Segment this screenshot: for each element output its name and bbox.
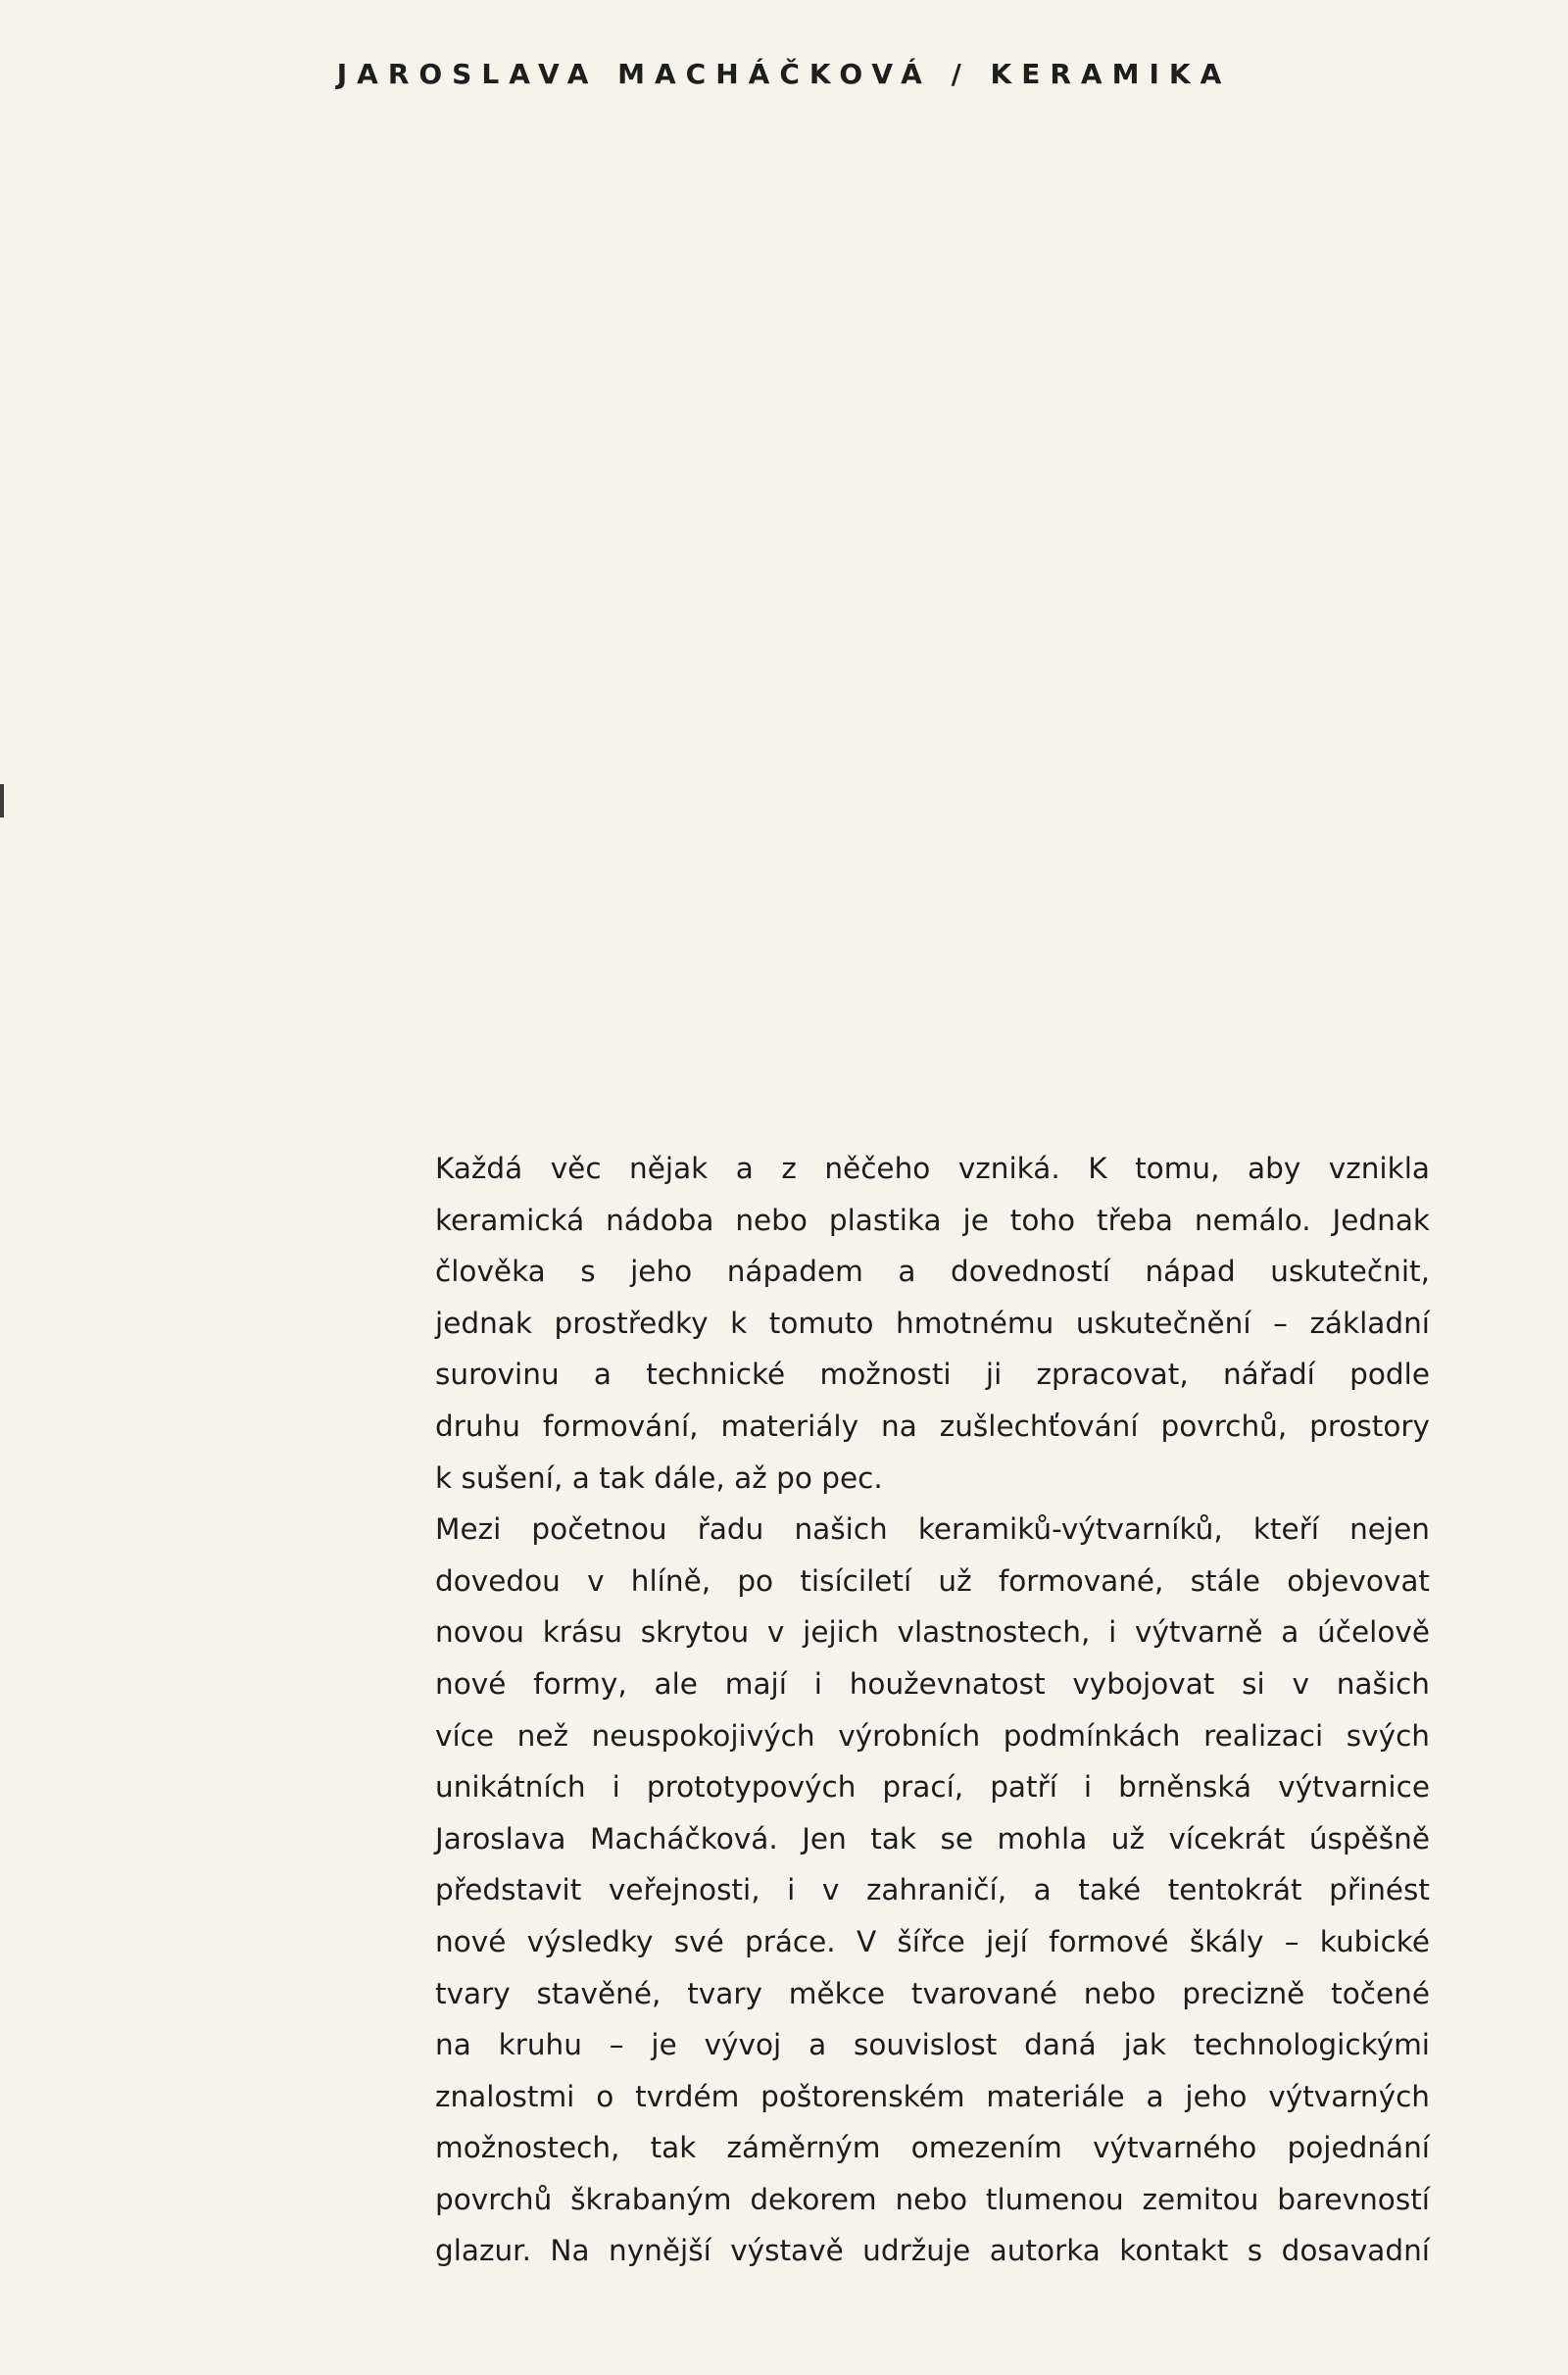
- text-line: surovinu a technické možnosti ji zpracovat, nářadí podle: [435, 1358, 1430, 1392]
- text-line: nové výsledky své práce. V šířce její formové škály – kubické: [435, 1924, 1430, 1958]
- text-line: člověka s jeho nápadem a dovedností nápad uskutečnit,: [435, 1255, 1430, 1289]
- text-line: na kruhu – je vývoj a souvislost daná jak technologickými: [435, 2028, 1430, 2062]
- text-line: Každá věc nějak a z něčeho vzniká. K tomu, aby vznikla: [435, 1152, 1430, 1185]
- text-line: novou krásu skrytou v jejich vlastnostech, i výtvarně a účelově: [435, 1615, 1430, 1650]
- text-line: Jaroslava Macháčková. Jen tak se mohla už vícekrát úspěšně: [435, 1821, 1430, 1855]
- text-line: jednak prostředky k tomuto hmotnému uskutečnění – základní: [435, 1306, 1430, 1340]
- text-line: dovedou v hlíně, po tisíciletí už formované, stále objevovat: [435, 1563, 1430, 1598]
- text-line: glazur. Na nynější výstavě udržuje autorka kontakt s dosavadní: [435, 2234, 1430, 2268]
- text-line: unikátních i prototypových prací, patří i brněnská výtvarnice: [435, 1770, 1430, 1805]
- text-line: druhu formování, materiály na zušlechťování povrchů, prostory: [435, 1409, 1430, 1443]
- text-line: Mezi početnou řadu našich keramiků-výtvarníků, kteří nejen: [435, 1512, 1430, 1547]
- text-line: keramická nádoba nebo plastika je toho třeba nemálo. Jednak: [435, 1203, 1430, 1237]
- text-line: povrchů škrabaným dekorem nebo tlumenou zemitou barevností: [435, 2182, 1430, 2216]
- body-text: [435, 1143, 1430, 2277]
- text-line: znalostmi o tvrdém poštorenském materiále a jeho výtvarných: [435, 2079, 1430, 2113]
- text-line: k sušení, a tak dále, až po pec.: [435, 1460, 883, 1495]
- text-line: nové formy, ale mají i houževnatost vybojovat si v našich: [435, 1666, 1430, 1701]
- page-title: JAROSLAVA MACHÁČKOVÁ / KERAMIKA: [336, 58, 1232, 90]
- page-edge-mark: [0, 784, 4, 817]
- text-line: tvary stavěné, tvary měkce tvarované nebo precizně točené: [435, 1976, 1430, 2010]
- text-line: více než neuspokojivých výrobních podmínkách realizaci svých: [435, 1718, 1430, 1753]
- text-line: možnostech, tak záměrným omezením výtvarného pojednání: [435, 2131, 1430, 2165]
- text-line: představit veřejnosti, i v zahraničí, a také tentokrát přinést: [435, 1873, 1430, 1907]
